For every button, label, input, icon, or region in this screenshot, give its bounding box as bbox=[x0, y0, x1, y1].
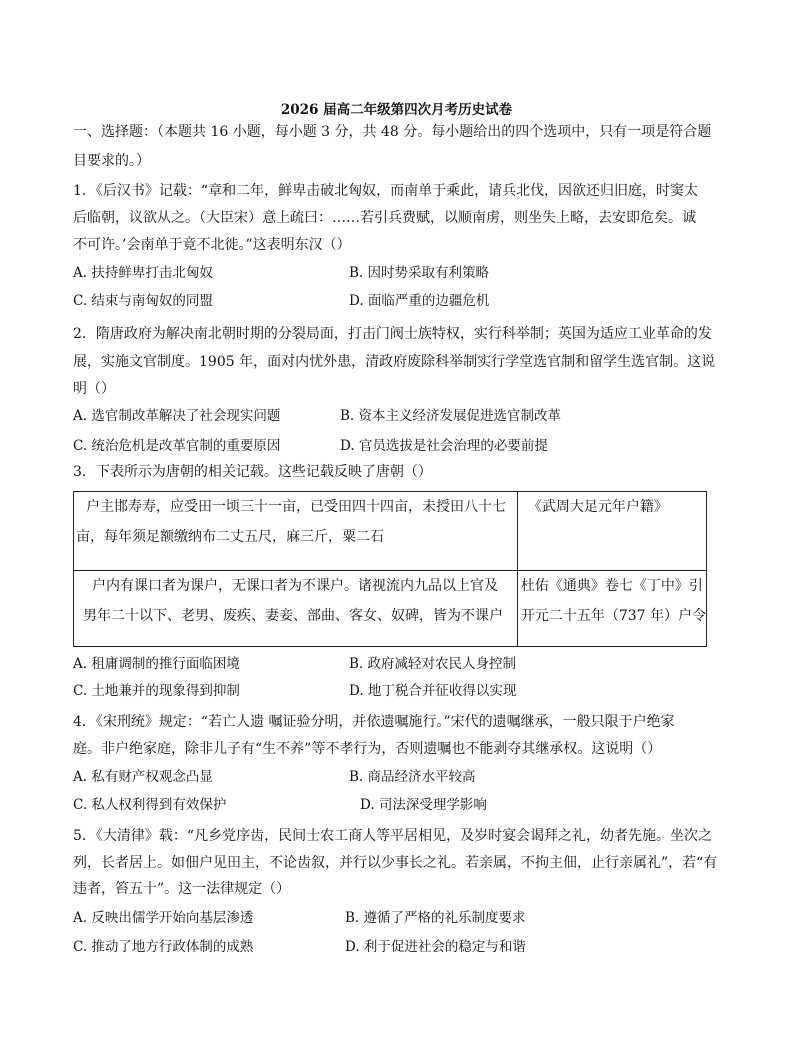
q1-stem-line-3: 不可许。’会南单于竟不北徙。”这表明东汉（） bbox=[73, 237, 351, 253]
source-2-line-1: 杜佑《通典》卷七《丁中》引 bbox=[520, 578, 703, 594]
q4-option-c[interactable]: C. 私人权利得到有效保护 bbox=[73, 797, 227, 813]
source-2-line-2: 开元二十五年（737 年）户令 bbox=[520, 608, 706, 624]
q3-option-b[interactable]: B. 政府减轻对农民人身控制 bbox=[349, 656, 517, 672]
q5-option-c[interactable]: C. 推动了地方行政体制的成熟 bbox=[73, 939, 254, 955]
q3-record-table bbox=[73, 491, 707, 647]
source-1-line-1: 《武周大足元年户籍》 bbox=[527, 499, 668, 515]
q3-option-a[interactable]: A. 租庸调制的推行面临困境 bbox=[73, 656, 240, 672]
q2-option-a[interactable]: A. 选官制改革解决了社会现实问题 bbox=[73, 408, 281, 424]
q2-option-b[interactable]: B. 资本主义经济发展促进选官制改革 bbox=[340, 408, 562, 424]
q2-stem-line-2: 展，实施文官制度。1905 年，面对内忧外患，清政府废除科举制实行学堂选官制和留学生选官制。这说 bbox=[73, 354, 716, 370]
q1-stem-line-2: 后临朝，议欲从之。（大臣宋）意上疏曰：……若引兵费赋，以顺南虏，则坐失上略，去安即危矣。诚 bbox=[73, 210, 696, 226]
exam-title: 2026 届高二年级第四次月考历史试卷 bbox=[280, 102, 513, 118]
q4-option-b[interactable]: B. 商品经济水平较高 bbox=[349, 769, 476, 785]
q5-option-b[interactable]: B. 遵循了严格的礼乐制度要求 bbox=[345, 910, 526, 926]
q2-stem-line-1: 2．隋唐政府为解决南北朝时期的分裂局面，打击门阀士族特权，实行科举制；英国为适应工业革命的发 bbox=[73, 326, 712, 342]
q5-option-d[interactable]: D. 利于促进社会的稳定与和谐 bbox=[345, 939, 526, 955]
q4-stem-line-2: 庭。非户绝家庭，除非儿子有“生不养”等不孝行为，否则遗嘱也不能剥夺其继承权。这说明（） bbox=[73, 741, 662, 757]
q1-stem-line-1: 1．《后汉书》记载：“章和二年，鲜卑击破北匈奴，而南单于乘此，请兵北伐，因欲还归旧庭，时窦太 bbox=[73, 183, 699, 199]
q5-stem-line-2: 列，长者居上。如佃户见田主，不论齿叙，并行以少事长之礼。若亲属，不拘主佃，止行亲属礼”，若“有 bbox=[73, 855, 718, 871]
table-cell-record-1 bbox=[74, 492, 518, 571]
q5-stem-line-1: 5．《大清律》载：“凡乡党序齿，民间士农工商人等平居相见，及岁时宴会谒拜之礼，幼者先施。坐次之 bbox=[73, 828, 713, 844]
q3-stem-line-1: 3．下表所示为唐朝的相关记载。这些记载反映了唐朝（） bbox=[73, 464, 432, 480]
record-1-line-1: 户主邯寿寿，应受田一顷三十一亩，已受田四十四亩，未授田八十七 bbox=[86, 499, 506, 515]
q1-option-a[interactable]: A. 扶持鲜卑打击北匈奴 bbox=[73, 265, 213, 281]
q1-option-b[interactable]: B. 因时势采取有利策略 bbox=[349, 265, 490, 281]
q1-option-d[interactable]: D. 面临严重的边疆危机 bbox=[349, 293, 490, 309]
q2-option-c[interactable]: C. 统治危机是改革官制的重要原因 bbox=[73, 438, 281, 454]
table-row bbox=[74, 492, 707, 571]
record-2-line-1: 户内有课口者为课户，无课口者为不课户。诸视流内九品以上官及 bbox=[92, 578, 498, 594]
section-instruction-line-1: 一、选择题：（本题共 16 小题，每小题 3 分，共 48 分。每小题给出的四个选项中，只有一项是符合题 bbox=[73, 124, 712, 140]
table-cell-record-2 bbox=[74, 571, 518, 647]
q5-option-a[interactable]: A. 反映出儒学开始向基层渗透 bbox=[73, 910, 254, 926]
q4-option-d[interactable]: D. 司法深受理学影响 bbox=[360, 797, 487, 813]
table-cell-source-1 bbox=[517, 492, 706, 571]
q2-option-d[interactable]: D. 官员选拔是社会治理的必要前提 bbox=[340, 438, 548, 454]
section-instruction-line-2: 目要求的。） bbox=[73, 153, 150, 169]
record-2-line-2: 男年二十以下、老男、废疾、妻妾、部曲、客女、奴碑，皆为不课户 bbox=[83, 608, 503, 624]
table-row bbox=[74, 571, 707, 647]
table-cell-source-2 bbox=[517, 571, 706, 647]
q1-option-c[interactable]: C. 结束与南匈奴的同盟 bbox=[73, 293, 213, 309]
q3-option-d[interactable]: D. 地丁税合并征收得以实现 bbox=[349, 683, 517, 699]
q4-stem-line-1: 4．《宋刑统》规定：“若亡人遗 嘱证验分明，并依遗嘱施行。”宋代的遗嘱继承，一般只限于户绝家 bbox=[73, 714, 675, 730]
q4-option-a[interactable]: A. 私有财产权观念凸显 bbox=[73, 769, 213, 785]
q2-stem-line-3: 明（） bbox=[73, 381, 115, 397]
q5-stem-line-3: 违者，笞五十”。这一法律规定（） bbox=[73, 881, 291, 897]
q3-option-c[interactable]: C. 土地兼并的现象得到抑制 bbox=[73, 683, 240, 699]
record-1-line-2: 亩，每年须足额缴纳布二丈五尺，麻三斤，粟二石 bbox=[76, 529, 384, 545]
